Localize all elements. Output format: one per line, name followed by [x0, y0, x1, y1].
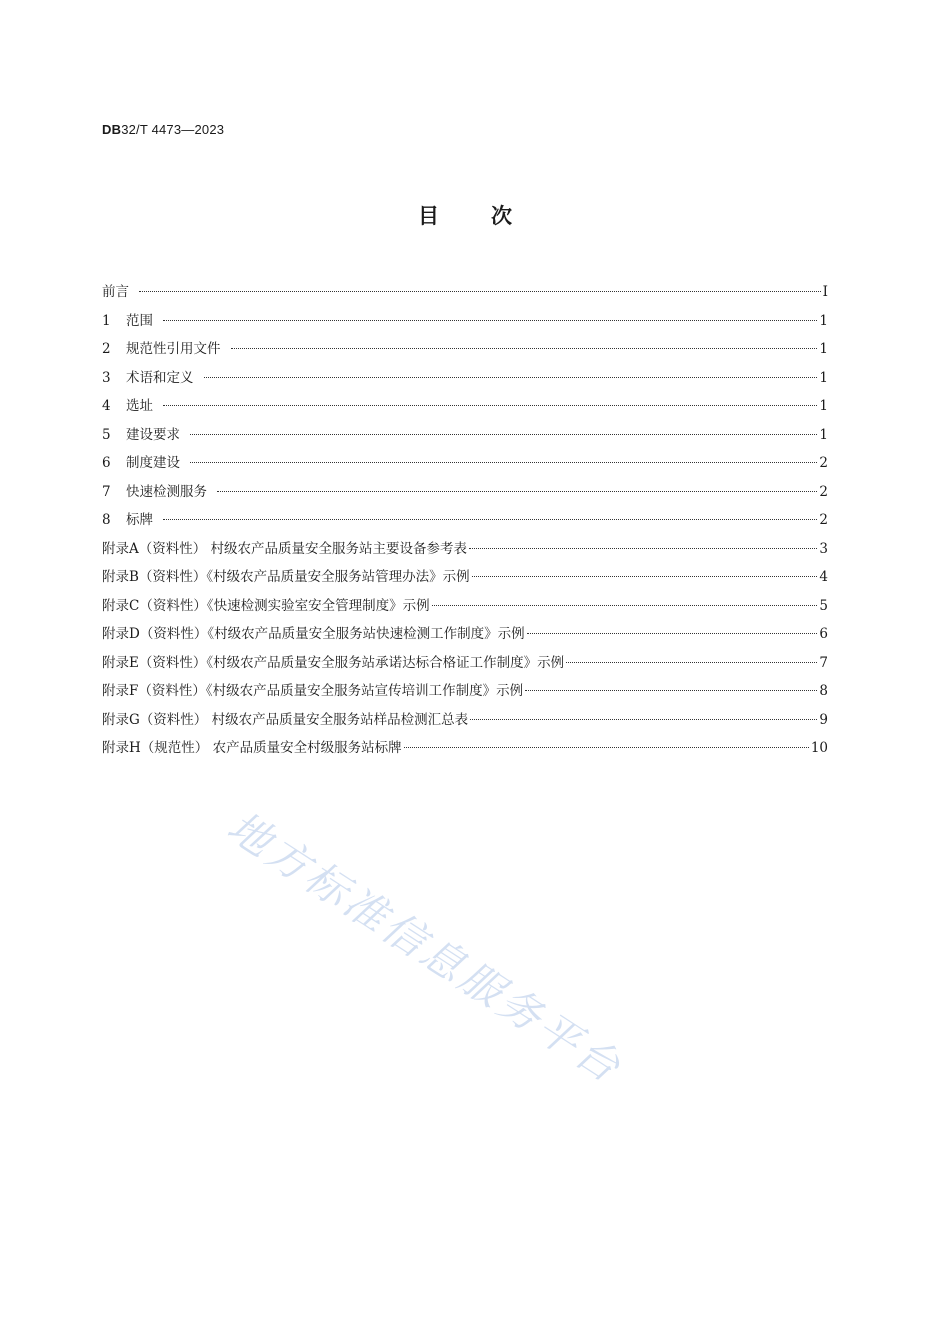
toc-entry-number: 7: [102, 483, 111, 500]
toc-entry[interactable]: [102, 309, 828, 338]
toc-dot-leader: [163, 320, 817, 321]
toc-entry-label: 附录C（资料性）《快速检测实验室安全管理制度》示例: [102, 597, 430, 614]
toc-entry[interactable]: [102, 451, 828, 480]
document-code-prefix: DB: [102, 122, 122, 137]
toc-entry-label: 制度建设: [126, 455, 180, 471]
toc-entry-label: 建设要求: [126, 426, 180, 443]
toc-entry-label: 规范性引用文件: [126, 341, 221, 357]
toc-entry-page: 3: [819, 540, 828, 557]
table-of-contents: [102, 280, 828, 765]
toc-dot-leader: [470, 719, 817, 720]
toc-entry-label: 选址: [126, 398, 153, 414]
toc-entry[interactable]: [102, 708, 828, 737]
toc-entry[interactable]: [102, 736, 828, 765]
toc-entry[interactable]: [102, 651, 828, 680]
toc-entry[interactable]: [102, 394, 828, 423]
toc-entry-label: 前言: [102, 284, 129, 300]
toc-entry-page: 1: [819, 369, 828, 386]
toc-entry-label: 附录A（资料性） 村级农产品质量安全服务站主要设备参考表: [102, 540, 468, 557]
toc-entry-number: 3: [102, 369, 111, 386]
toc-entry-number: 2: [102, 341, 111, 357]
toc-entry-page: 1: [819, 398, 828, 414]
toc-entry-label: 附录H（规范性） 农产品质量安全村级服务站标牌: [102, 740, 402, 756]
toc-entry-page: 4: [819, 569, 828, 585]
toc-entry[interactable]: [102, 565, 828, 594]
toc-entry[interactable]: [102, 594, 828, 623]
toc-entry[interactable]: [102, 679, 828, 708]
toc-dot-leader: [139, 291, 821, 292]
toc-dot-leader: [163, 519, 817, 520]
toc-entry-page: 1: [819, 426, 828, 443]
toc-entry-number: 6: [102, 455, 111, 471]
toc-entry-page: 5: [819, 597, 828, 614]
toc-entry[interactable]: [102, 537, 828, 566]
toc-entry-page: 8: [819, 683, 828, 699]
toc-dot-leader: [217, 491, 817, 492]
toc-entry-number: 8: [102, 512, 111, 528]
toc-entry[interactable]: [102, 337, 828, 366]
toc-entry-page: 2: [819, 455, 828, 471]
document-code-number: 32/T 4473—2023: [121, 122, 225, 137]
toc-dot-leader: [566, 662, 817, 663]
toc-dot-leader: [472, 576, 818, 577]
toc-entry-page: 1: [819, 312, 828, 329]
toc-dot-leader: [190, 434, 817, 435]
toc-entry-label: 术语和定义: [126, 369, 194, 386]
toc-dot-leader: [469, 548, 817, 549]
toc-entry[interactable]: [102, 622, 828, 651]
toc-entry-number: 4: [102, 398, 111, 414]
toc-entry[interactable]: [102, 480, 828, 509]
toc-entry-label: 附录G（资料性） 村级农产品质量安全服务站样品检测汇总表: [102, 711, 469, 728]
toc-entry[interactable]: [102, 366, 828, 395]
toc-entry-page: 7: [819, 654, 828, 671]
toc-entry-page: 10: [810, 740, 828, 756]
watermark: 地方标准信息服务平台: [218, 801, 632, 1094]
toc-entry-label: 附录D（资料性）《村级农产品质量安全服务站快速检测工作制度》示例: [102, 626, 525, 642]
toc-dot-leader: [163, 405, 817, 406]
toc-entry[interactable]: [102, 280, 828, 309]
toc-entry-label: 范围: [126, 312, 153, 329]
toc-entry-page: 9: [819, 711, 828, 728]
toc-entry-page: 1: [819, 341, 828, 357]
toc-entry-page: I: [822, 284, 828, 300]
toc-entry-number: 5: [102, 426, 111, 443]
toc-dot-leader: [527, 633, 818, 634]
toc-entry-label: 附录E（资料性）《村级农产品质量安全服务站承诺达标合格证工作制度》示例: [102, 654, 565, 671]
toc-entry[interactable]: [102, 508, 828, 537]
toc-dot-leader: [231, 348, 818, 349]
toc-entry-label: 快速检测服务: [126, 483, 207, 500]
toc-title: 目次: [418, 204, 564, 228]
toc-entry-label: 附录B（资料性）《村级农产品质量安全服务站管理办法》示例: [102, 569, 470, 585]
toc-entry-label: 标牌: [126, 512, 153, 528]
toc-entry-page: 2: [819, 512, 828, 528]
document-code: [102, 122, 224, 137]
toc-dot-leader: [525, 690, 817, 691]
toc-entry-page: 6: [819, 626, 828, 642]
toc-dot-leader: [190, 462, 817, 463]
toc-dot-leader: [204, 377, 818, 378]
toc-entry-number: 1: [102, 312, 111, 329]
toc-entry[interactable]: [102, 423, 828, 452]
toc-entry-label: 附录F（资料性）《村级农产品质量安全服务站宣传培训工作制度》示例: [102, 683, 524, 699]
toc-dot-leader: [432, 605, 818, 606]
toc-dot-leader: [404, 747, 809, 748]
toc-entry-page: 2: [819, 483, 828, 500]
